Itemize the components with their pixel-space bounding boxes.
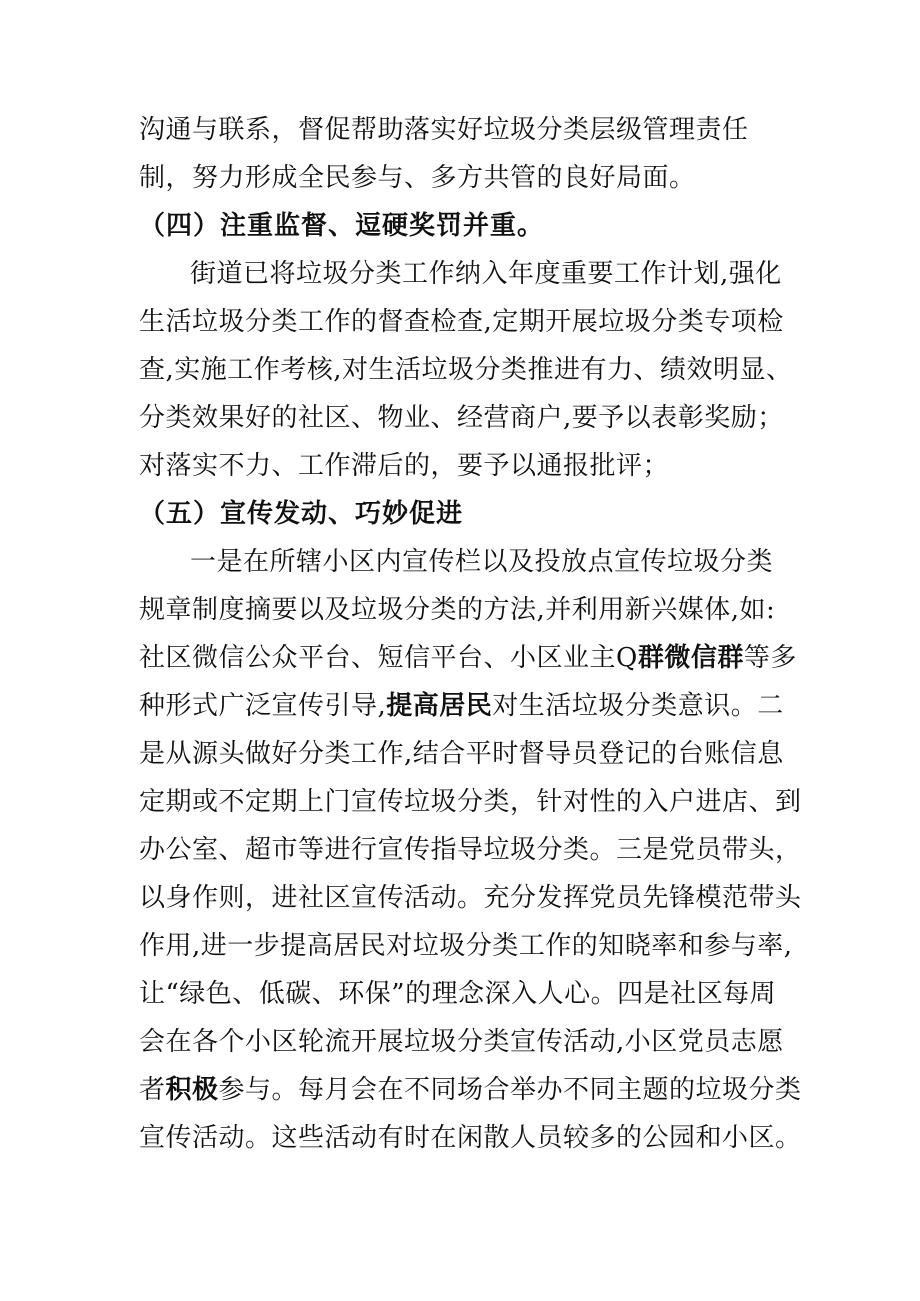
paragraph-line: 分类效果好的社区、物业、经营商户,要予以表彰奖励； — [139, 403, 784, 433]
paragraph-line: 街道已将垃圾分类工作纳入年度重要工作计划,强化 — [190, 259, 782, 289]
paragraph-line: 查,实施工作考核,对生活垃圾分类推进有力、绩效明显、 — [139, 355, 793, 385]
paragraph-line: 办公室、超市等进行宣传指导垃圾分类。三是党员带头， — [139, 835, 802, 865]
paragraph-line: 宣传活动。这些活动有时在闲散人员较多的公园和小区。 — [139, 1123, 802, 1153]
text-run: 参与。每月会在不同场合举办不同主题的垃圾分类 — [218, 1075, 802, 1105]
paragraph-line: 定期或不定期上门宣传垃圾分类，针对性的入户进店、到 — [139, 787, 802, 817]
text-run: 者 — [139, 1075, 166, 1105]
bold-text-run: 群微信群 — [637, 643, 744, 673]
paragraph-line: 作用,进一步提高居民对垃圾分类工作的知晓率和参与率, — [139, 931, 793, 961]
section-heading-5: （五）宣传发动、巧妙促进 — [139, 499, 464, 529]
text-run: 等多 — [743, 643, 797, 673]
section-heading-4: （四）注重监督、逗硬奖罚并重。 — [139, 211, 545, 241]
paragraph-line: 沟通与联系，督促帮助落实好垃圾分类层级管理责任 — [139, 115, 749, 145]
bold-text-run: 积极 — [165, 1075, 219, 1105]
paragraph-line: 让“绿色、低碳、环保”的理念深入人心。四是社区每周 — [139, 979, 777, 1009]
paragraph-line: 规章制度摘要以及垃圾分类的方法,并利用新兴媒体,如: — [139, 595, 776, 625]
paragraph-line: 会在各个小区轮流开展垃圾分类宣传活动,小区党员志愿 — [139, 1027, 784, 1057]
text-run: 社区微信公众平台、短信平台、小区业主Q — [139, 643, 638, 673]
paragraph-line: 对落实不力、工作滞后的，要予以通报批评； — [139, 451, 670, 481]
bold-text-run: 提高居民 — [386, 691, 493, 721]
paragraph-line — [139, 1067, 802, 1113]
paragraph-line: 以身作则，进社区宣传活动。充分发挥党员先锋模范带头 — [139, 883, 802, 913]
paragraph-line — [139, 635, 799, 681]
paragraph-line — [139, 683, 799, 729]
text-run: 种形式广泛宣传引导, — [139, 691, 387, 721]
paragraph-line: 是从源头做好分类工作,结合平时督导员登记的台账信息 — [139, 739, 784, 769]
paragraph-line: 制，努力形成全民参与、多方共管的良好局面。 — [139, 163, 696, 193]
paragraph-line: 一是在所辖小区内宣传栏以及投放点宣传垃圾分类 — [190, 547, 774, 577]
paragraph-line: 生活垃圾分类工作的督查检查,定期开展垃圾分类专项检 — [139, 307, 784, 337]
text-run: 对生活垃圾分类意识。二 — [492, 691, 784, 721]
